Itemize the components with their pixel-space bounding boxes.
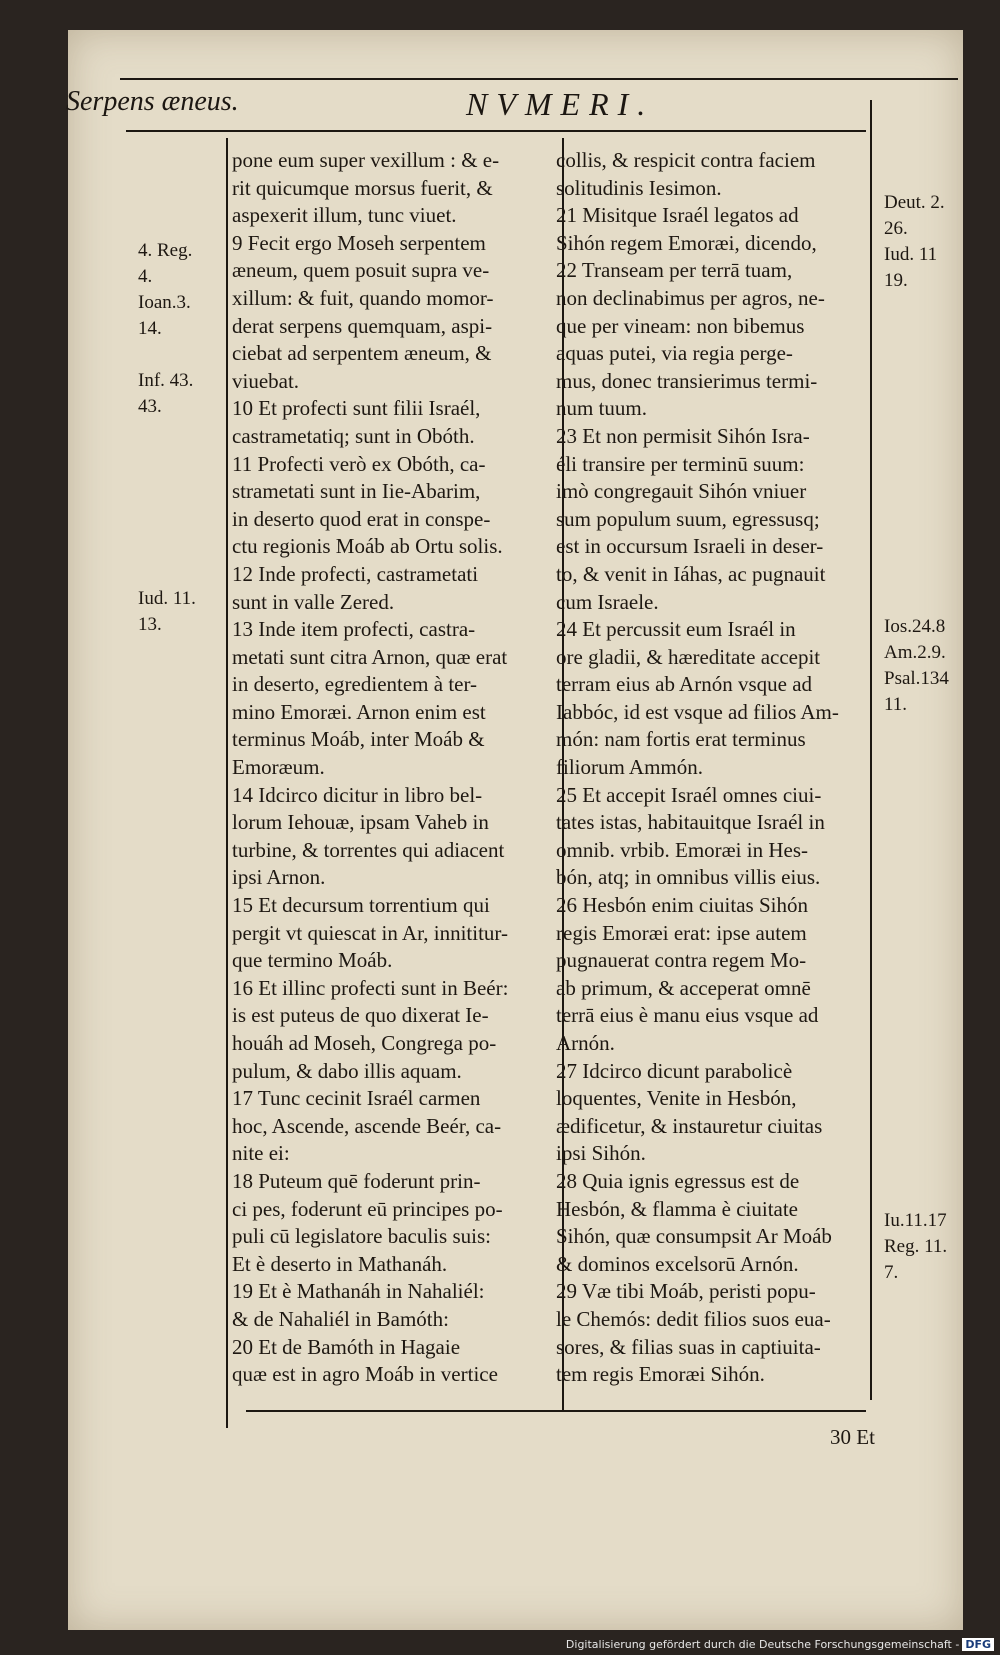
text-line: que per vineam: non bibemus [556,313,805,338]
text-line: nite ei: [232,1141,290,1166]
text-line: in deserto quod erat in conspe- [232,506,491,531]
text-line: 22 Transeam per terrā tuam, [556,258,793,283]
text-line: aquas putei, via regia perge- [556,341,793,366]
text-line: mus, donec transierimus termi- [556,368,818,393]
digitization-footer [566,1638,994,1651]
text-column-left [232,147,554,1389]
text-line: sunt in valle Zered. [232,589,395,614]
dfg-logo: DFG [962,1638,994,1651]
text-line: pugnauerat contra regem Mo- [556,948,807,973]
text-line: & de Nahaliél in Bamóth: [232,1306,449,1331]
margin-note: 7. [884,1262,899,1283]
text-line: collis, & respicit contra faciem [556,148,816,172]
text-line: imò congregauit Sihón vniuer [556,479,807,504]
text-line: 13 Inde item profecti, castra- [232,617,476,642]
left-column-rule [226,138,228,1428]
text-line: æneum, quem posuit supra ve- [232,258,490,283]
margin-note: Inf. 43. [138,370,194,391]
margin-note: Reg. 11. [884,1236,948,1257]
text-line: éli transire per terminū suum: [556,451,805,476]
text-line: pone eum super vexillum : & e- [232,148,500,172]
text-line: houáh ad Moseh, Congrega po- [232,1031,497,1055]
catchword: 30 Et [830,1425,875,1449]
margin-note: 11. [884,694,908,715]
text-line: rit quicumque morsus fuerit, & [232,175,493,200]
margin-note: Iud. 11 [884,244,938,265]
right-column-rule [870,100,872,1400]
text-line: filiorum Ammón. [556,755,703,780]
text-line: 17 Tunc cecinit Israél carmen [232,1086,481,1111]
text-line: Sihón, quæ consumpsit Ar Moáb [556,1224,832,1249]
text-line: est in occursum Israeli in deser- [556,534,824,559]
text-line: 21 Misitque Israél legatos ad [556,203,799,228]
text-line: Sihón regem Emoræi, dicendo, [556,230,817,255]
text-line: ci pes, foderunt eū principes po- [232,1196,503,1221]
text-line: 23 Et non permisit Sihón Isra- [556,423,810,448]
text-line: terram eius ab Arnón vsque ad [556,672,813,697]
margin-note: Am.2.9. [884,642,946,663]
margin-note: 4. [138,266,153,287]
text-line: is est puteus de quo dixerat Ie- [232,1003,489,1028]
text-line: bón, atq; in omnibus villis eius. [556,865,821,890]
text-line: aspexerit illum, tunc viuet. [232,203,457,228]
text-line: castrametatiq; sunt in Obóth. [232,423,475,448]
text-column-right [556,147,870,1389]
text-line: in deserto, egredientem à ter- [232,672,478,697]
left-margin-notes [138,238,196,638]
text-line: solitudinis Iesimon. [556,175,722,200]
text-line: puli cū legislatore baculis suis: [232,1224,491,1249]
text-line: viuebat. [232,368,300,393]
bottom-rule [246,1410,866,1412]
text-line: 18 Puteum quē foderunt prin- [232,1168,481,1193]
book-title: NVMERI. [466,86,655,122]
text-line: ipsi Arnon. [232,865,326,890]
margin-note: 13. [138,614,162,635]
text-line: 29 Væ tibi Moáb, peristi popu- [556,1279,816,1304]
margin-note: Iud. 11. [138,588,196,609]
text-line: cum Israele. [556,589,659,614]
text-line: 11 Profecti verò ex Obóth, ca- [232,451,486,476]
text-line: & dominos excelsorū Arnón. [556,1251,799,1276]
text-line: món: nam fortis erat terminus [556,727,806,752]
margin-note: 14. [138,318,162,339]
text-line: que termino Moáb. [232,948,393,973]
text-line: 9 Fecit ergo Moseh serpentem [232,230,486,255]
text-line: 28 Quia ignis egressus est de [556,1168,800,1193]
text-line: 19 Et è Mathanáh in Nahaliél: [232,1279,485,1304]
text-line: turbine, & torrentes qui adiacent [232,837,505,862]
text-line: ciebat ad serpentem æneum, & [232,341,492,366]
text-line: sores, & filias suas in captiuita- [556,1334,821,1359]
text-line: 16 Et illinc profecti sunt in Beér: [232,975,509,1000]
margin-note: 4. Reg. [138,240,193,261]
text-line: tem regis Emoræi Sihón. [556,1362,765,1387]
margin-note: Iu.11.17 [884,1210,947,1231]
text-line: Emoræum. [232,755,325,780]
margin-note: 43. [138,396,162,417]
text-line: derat serpens quemquam, aspi- [232,313,493,338]
text-line: ab primum, & acceperat omnē [556,975,811,1000]
running-title: Serpens æneus. [66,86,239,117]
text-line: 15 Et decursum torrentium qui [232,893,490,918]
text-line: ore gladii, & hæreditate accepit [556,644,821,669]
text-line: strametati sunt in Iie-Abarim, [232,479,481,504]
margin-note: Psal.134 [884,668,949,689]
text-line: mino Emoræi. Arnon enim est [232,699,486,724]
text-line: pergit vt quiescat in Ar, innititur- [232,920,508,945]
text-line: non declinabimus per agros, ne- [556,285,825,310]
text-line: le Chemós: dedit filios suos eua- [556,1306,831,1331]
text-line: Iabbóc, id est vsque ad filios Am- [556,699,839,724]
text-line: 24 Et percussit eum Israél in [556,617,796,642]
text-line: to, & venit in Iáhas, ac pugnauit [556,561,826,586]
text-line: loquentes, Venite in Hesbón, [556,1086,797,1111]
margin-note: 19. [884,270,908,291]
text-line: omnib. vrbib. Emoræi in Hes- [556,837,808,862]
text-line: terrā eius è manu eius vsque ad [556,1003,819,1028]
header-rule [120,78,958,80]
right-margin-notes [884,190,949,1286]
margin-note: Ioan.3. [138,292,191,313]
text-line: Hesbón, & flamma è ciuitate [556,1196,799,1221]
text-line: ctu regionis Moáb ab Ortu solis. [232,534,503,559]
header-rule-lower [126,130,866,132]
text-line: lorum Iehouæ, ipsam Vaheb in [232,810,489,835]
text-line: 27 Idcirco dicunt parabolicè [556,1058,793,1083]
text-line: 12 Inde profecti, castrametati [232,561,479,586]
text-line: hoc, Ascende, ascende Beér, ca- [232,1113,502,1138]
text-line: num tuum. [556,396,648,421]
text-line: pulum, & dabo illis aquam. [232,1058,462,1083]
text-line: 20 Et de Bamóth in Hagaie [232,1334,461,1359]
text-line: xillum: & fuit, quando momor- [232,285,494,310]
page-header [66,58,946,130]
text-line: tates istas, habitauitque Israél in [556,810,825,835]
footer-text: Digitalisierung gefördert durch die Deutsche Forschungsgemeinschaft - [565,1638,960,1651]
margin-note: Deut. 2. [884,192,945,213]
text-line: 14 Idcirco dicitur in libro bel- [232,782,483,807]
margin-note: Ios.24.8 [884,616,946,637]
text-line: 25 Et accepit Israél omnes ciui- [556,782,822,807]
text-line: 26 Hesbón enim ciuitas Sihón [556,893,808,918]
text-line: Arnón. [556,1031,615,1055]
text-line: terminus Moáb, inter Moáb & [232,727,485,752]
text-line: quæ est in agro Moáb in vertice [232,1362,498,1387]
text-line: ædificetur, & instauretur ciuitas [556,1113,823,1138]
margin-note: 26. [884,218,908,239]
text-line: metati sunt citra Arnon, quæ erat [232,644,508,669]
text-line: regis Emoræi erat: ipse autem [556,920,807,945]
text-line: ipsi Sihón. [556,1141,646,1166]
text-line: Et è deserto in Mathanáh. [232,1251,448,1276]
text-line: sum populum suum, egressusq; [556,506,820,531]
text-line: 10 Et profecti sunt filii Israél, [232,396,481,421]
